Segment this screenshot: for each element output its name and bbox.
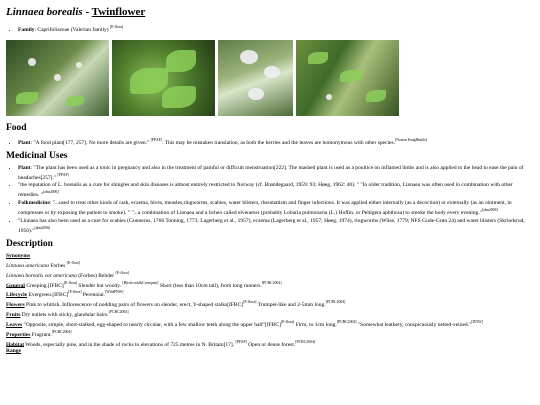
properties-label[interactable]: Properties [6,331,31,338]
general-ref-3: [PCBC2004] [261,280,282,285]
photo-3[interactable] [218,40,293,116]
medicinal-item-text: : "The plant has been used as a tonic in pregnancy and also in the treatment of painful or difficult menstruation[222]. The mashed plant is used as a poultice on inflamed limbs and is also applied to the head to ease the pain of headaches[257]." [18,164,524,181]
range-row [6,348,534,355]
synonym-2 [6,270,534,280]
lifecycle-row [6,289,534,299]
medicinal-item [18,200,534,217]
general-row [6,280,534,290]
photo-gallery [6,40,534,116]
lifecycle-text: Evergreen.[IFBC] [27,292,69,299]
family-list [6,24,534,34]
medicinal-list [6,165,534,235]
leaves-ref-3: [DNW] [471,319,483,324]
general-label[interactable]: General [6,282,25,289]
flowers-ref-2: [PCBC2004] [325,300,346,305]
family-ref: [E-flora] [109,25,124,29]
flowers-text: Pink to whitish. Inflorescence of nodding pairs of flowers on slender, erect, Y-shaped stalks[IFBC] [24,302,244,309]
synonym-2-author: (Forbes) Rehder [76,272,116,279]
food-item-ref: [PFAF] [150,137,162,142]
lifecycle-ref-2: [WildPNW] [105,290,124,295]
flowers-label[interactable]: Flowers [6,302,25,309]
lifecycle-ref-1: [E-flora] [68,290,82,295]
medicinal-item-label: Folkmedicine [18,200,50,207]
photo-1[interactable] [6,40,109,116]
food-item-label: Plant [18,139,31,146]
family-label: Family [18,26,35,33]
habitat-text-2: Open or dense forest. [246,341,296,348]
medicinal-section [6,151,534,235]
general-text-2: Slender but woody. [77,282,121,289]
synonym-1 [6,260,534,270]
habitat-ref-1: [PFAF] [235,339,247,344]
range-label[interactable]: Range [6,348,21,355]
common-name-link[interactable]: Twinflower [91,6,146,18]
family-value: : Caprifoliaceae (Valerian family) [34,26,109,33]
habitat-row [6,339,534,349]
food-item [18,137,534,147]
medicinal-item-label: Plant [18,164,31,171]
medicinal-item-ref: [alm2006] [34,226,51,231]
photo-4[interactable] [296,40,399,116]
flowers-row [6,299,534,309]
lifecycle-label[interactable]: Lifecycle [6,292,28,299]
medicinal-item-text: "Linnaea has also been used as a cure for scabies (Gunnerus, 1766 Tonning, 1773; Lagerberg et al., 1957), eczema (Lagerberg et al., 1957; Høeg, 1974), ringworms (Wilse, 1779; NFS Gude-Grøn 24) and water blisters (Skrindsrud, 1956)." [18,218,525,234]
fruits-ref: [PCBC2004] [108,310,129,315]
food-section [6,123,534,147]
synonym-1-ref: [E-flora] [66,260,80,265]
properties-text: Fragrant. [30,331,52,338]
habitat-label[interactable]: Habitat [6,341,25,348]
medicinal-item-text: "the reputation of L. borealis as a cure for shingles and skin diseases is almost entirely restricted to Norway (cf. Brøndegaard, 1959: 93; Høeg, 1962: 40). " "In older tradition, Linnaea was often used in combination with other remedies. " [18,182,513,199]
leaves-text-2: Firm, to 1cm long. [294,321,337,328]
flowers-ref-1: [E-flora] [243,300,257,305]
medicinal-item-text: : "...used to treat other kinds of rash, eczema, hives, measles,ringworms, scabies, water blisters, rheumatism and finger infections. It was applied either internally (as a decoction) or externally (as an ointment, in compresses or by exposing the patient to smoke). " "...a combination of Linnaea and a lichen called elvenøver (probably Lobaria pulmonaria (L.) Hoffm. or Peltigera aphthosa) to smoke the body every evening." [18,200,512,217]
medicinal-item-ref: [alm2006] [42,190,59,195]
medicinal-item [18,182,534,199]
general-text: Creeping.[IFBC] [24,282,64,289]
medicinal-item-ref: [alm2006] [481,208,498,213]
fruits-row [6,309,534,319]
leaves-label[interactable]: Leaves [6,321,23,328]
properties-row [6,329,534,339]
leaves-text: "Opposite, simple, short-stalked, egg-shaped to nearly circular, with a few shallow teeth along the upper half"[IFBC] [22,321,281,328]
lifecycle-text-2: Perennial. [81,292,106,299]
food-item-text: : "A food plant[177, 257]. No more details are given." [30,139,151,146]
title-separator: - [82,6,92,18]
description-heading: Description [6,238,53,249]
scientific-name: Linnaea borealis [6,6,83,18]
habitat-ref-2: [PCBC2004] [295,339,316,344]
food-item-ref-2: [Norton KnigHinkle] [394,137,428,142]
page-title [6,6,534,18]
flowers-text-2: Trumpet-like and 2-5mm long. [256,302,326,309]
family-item [18,24,534,34]
medicinal-heading: Medicinal Uses [6,150,68,161]
synonyms-link[interactable]: Synonyms [6,252,31,259]
food-list [6,137,534,147]
habitat-text: Woods, especially pine, and in the shade of rocks to elevations of 725 metres in N. Britain[17]. [24,341,236,348]
food-heading: Food [6,122,27,133]
synonym-1-name: Linnaea americana [6,262,49,269]
leaves-text-3: "Somewhat leathery, conspicuously netted-veined." [356,321,472,328]
leaves-ref-1: [E-flora] [280,319,295,324]
properties-ref: [PCBC2004] [51,329,72,334]
fruits-text: Dry nutlets with sticky, glandular hairs. [20,311,109,318]
photo-2[interactable] [112,40,215,116]
leaves-ref-2: [PCBC2004] [336,319,357,324]
description-section [6,239,534,355]
medicinal-item-ref: [PFAF] [57,172,69,177]
medicinal-item [18,165,534,182]
leaves-row [6,319,534,329]
general-text-3: Short (less than 10cm tall), from long runners. [158,282,262,289]
medicinal-item [18,218,534,235]
synonym-1-author: Forbes [48,262,67,269]
general-ref-1: [E-flora] [63,280,78,285]
food-item-text-2: . This may be mistaken translation, as both the berries and the leaves are homonymous with other species. [161,139,395,146]
synonym-2-name: Linnaea borealis var americana [6,272,77,279]
fruits-label[interactable]: Fruits [6,311,21,318]
general-ref-2: [Hitchcock&Cronquist] [122,280,159,285]
synonym-2-ref: [E-flora] [115,270,129,275]
